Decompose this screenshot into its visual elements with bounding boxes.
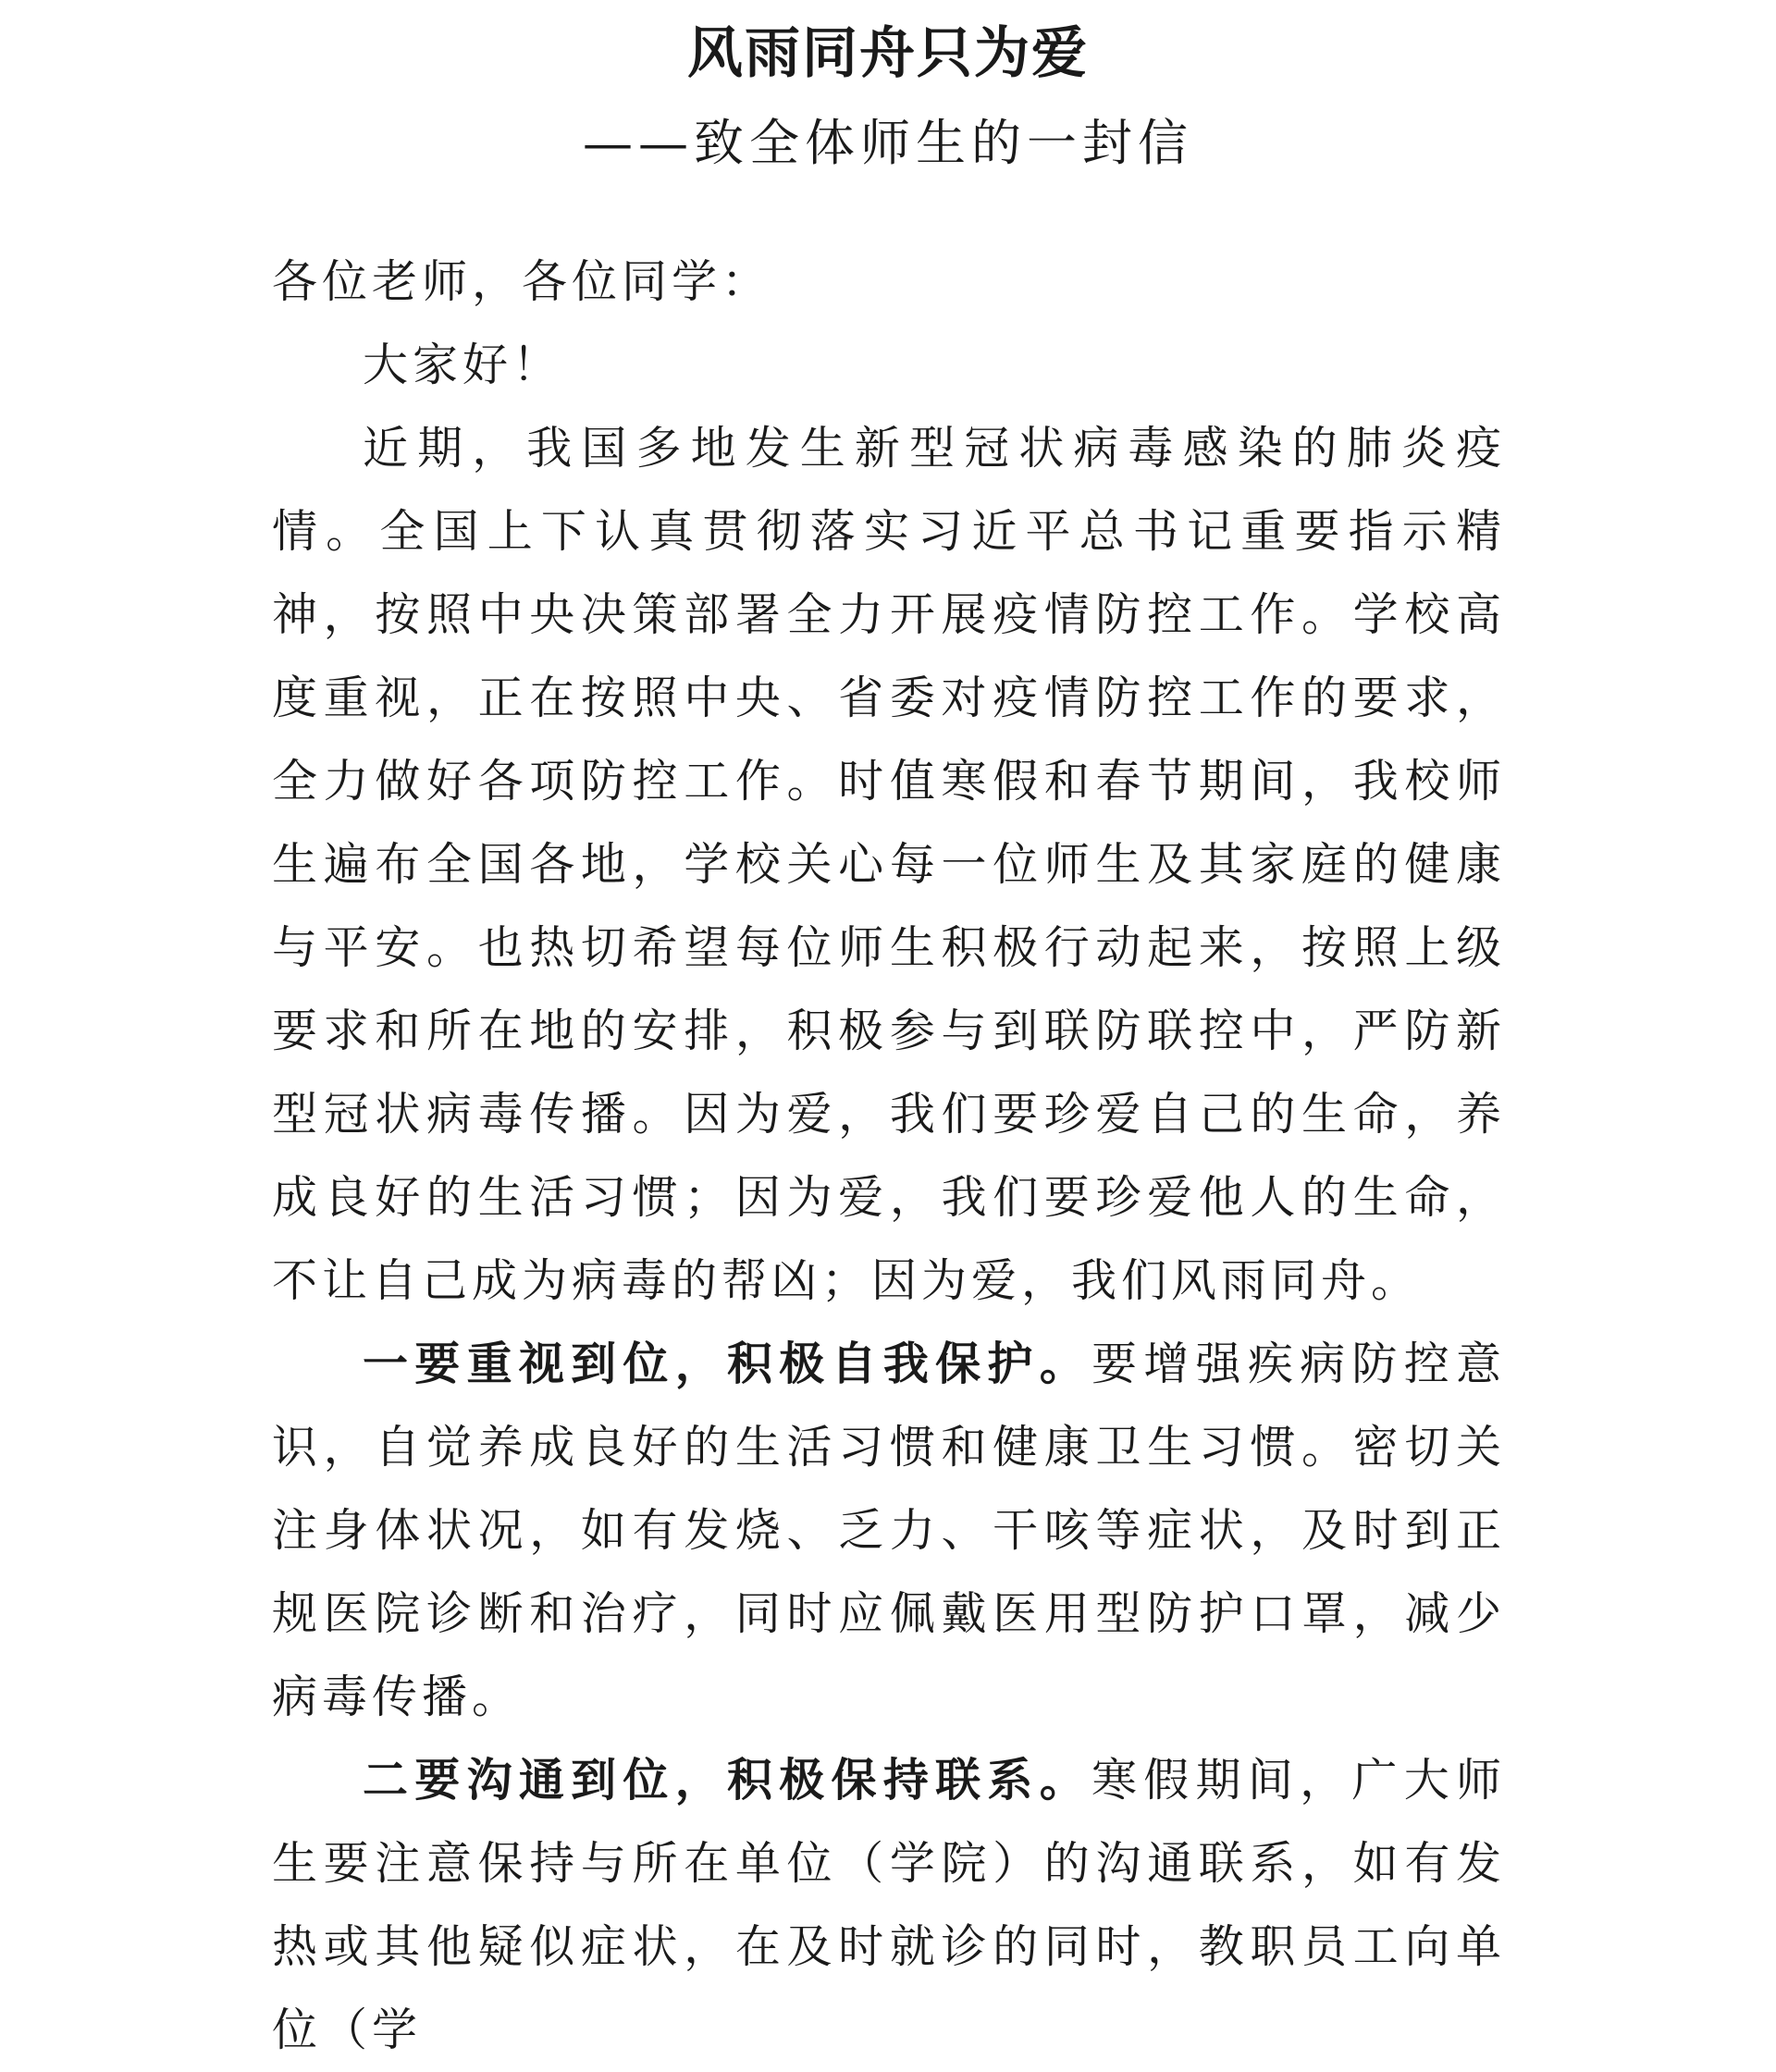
- letter-body: [272, 240, 1506, 2072]
- intro-paragraph: 近期，我国多地发生新型冠状病毒感染的肺炎疫情。全国上下认真贯彻落实习近平总书记重要指示精神，按照中央决策部署全力开展疫情防控工作。学校高度重视，正在按照中央、省委对疫情防控工作的要求，全力做好各项防控工作。时值寒假和春节期间，我校师生遍布全国各地，学校关心每一位师生及其家庭的健康与平安。也热切希望每位师生积极行动起来，按照上级要求和所在地的安排，积极参与到联防联控中，严防新型冠状病毒传播。因为爱，我们要珍爱自己的生命，养成良好的生活习惯；因为爱，我们要珍爱他人的生命，不让自己成为病毒的帮凶；因为爱，我们风雨同舟。: [272, 422, 1506, 1307]
- point-lead-1: 一要重视到位，积极自我保护。: [363, 1338, 1092, 1390]
- point-text-1: 要增强疾病防控意识，自觉养成良好的生活习惯和健康卫生习惯。密切关注身体状况，如有发烧、乏力、干咳等症状，及时到正规医院诊断和治疗，同时应佩戴医用型防护口罩，减少病毒传播。: [272, 1338, 1506, 1723]
- point-lead-2: 二要沟通到位，积极保持联系。: [363, 1754, 1092, 1807]
- point-paragraph-1: [272, 1323, 1506, 1739]
- letter-subtitle: ——致全体师生的一封信: [583, 114, 1193, 172]
- point-text-2: 寒假期间，广大师生要注意保持与所在单位（学院）的沟通联系，如有发热或其他疑似症状，在及时就诊的同时，教职员工向单位（学: [272, 1754, 1506, 2056]
- greeting: 大家好！: [363, 339, 563, 391]
- letter-title: 风雨同舟只为爱: [687, 21, 1089, 86]
- salutation: 各位老师，各位同学：: [272, 255, 772, 308]
- point-paragraph-2: [272, 1739, 1506, 2072]
